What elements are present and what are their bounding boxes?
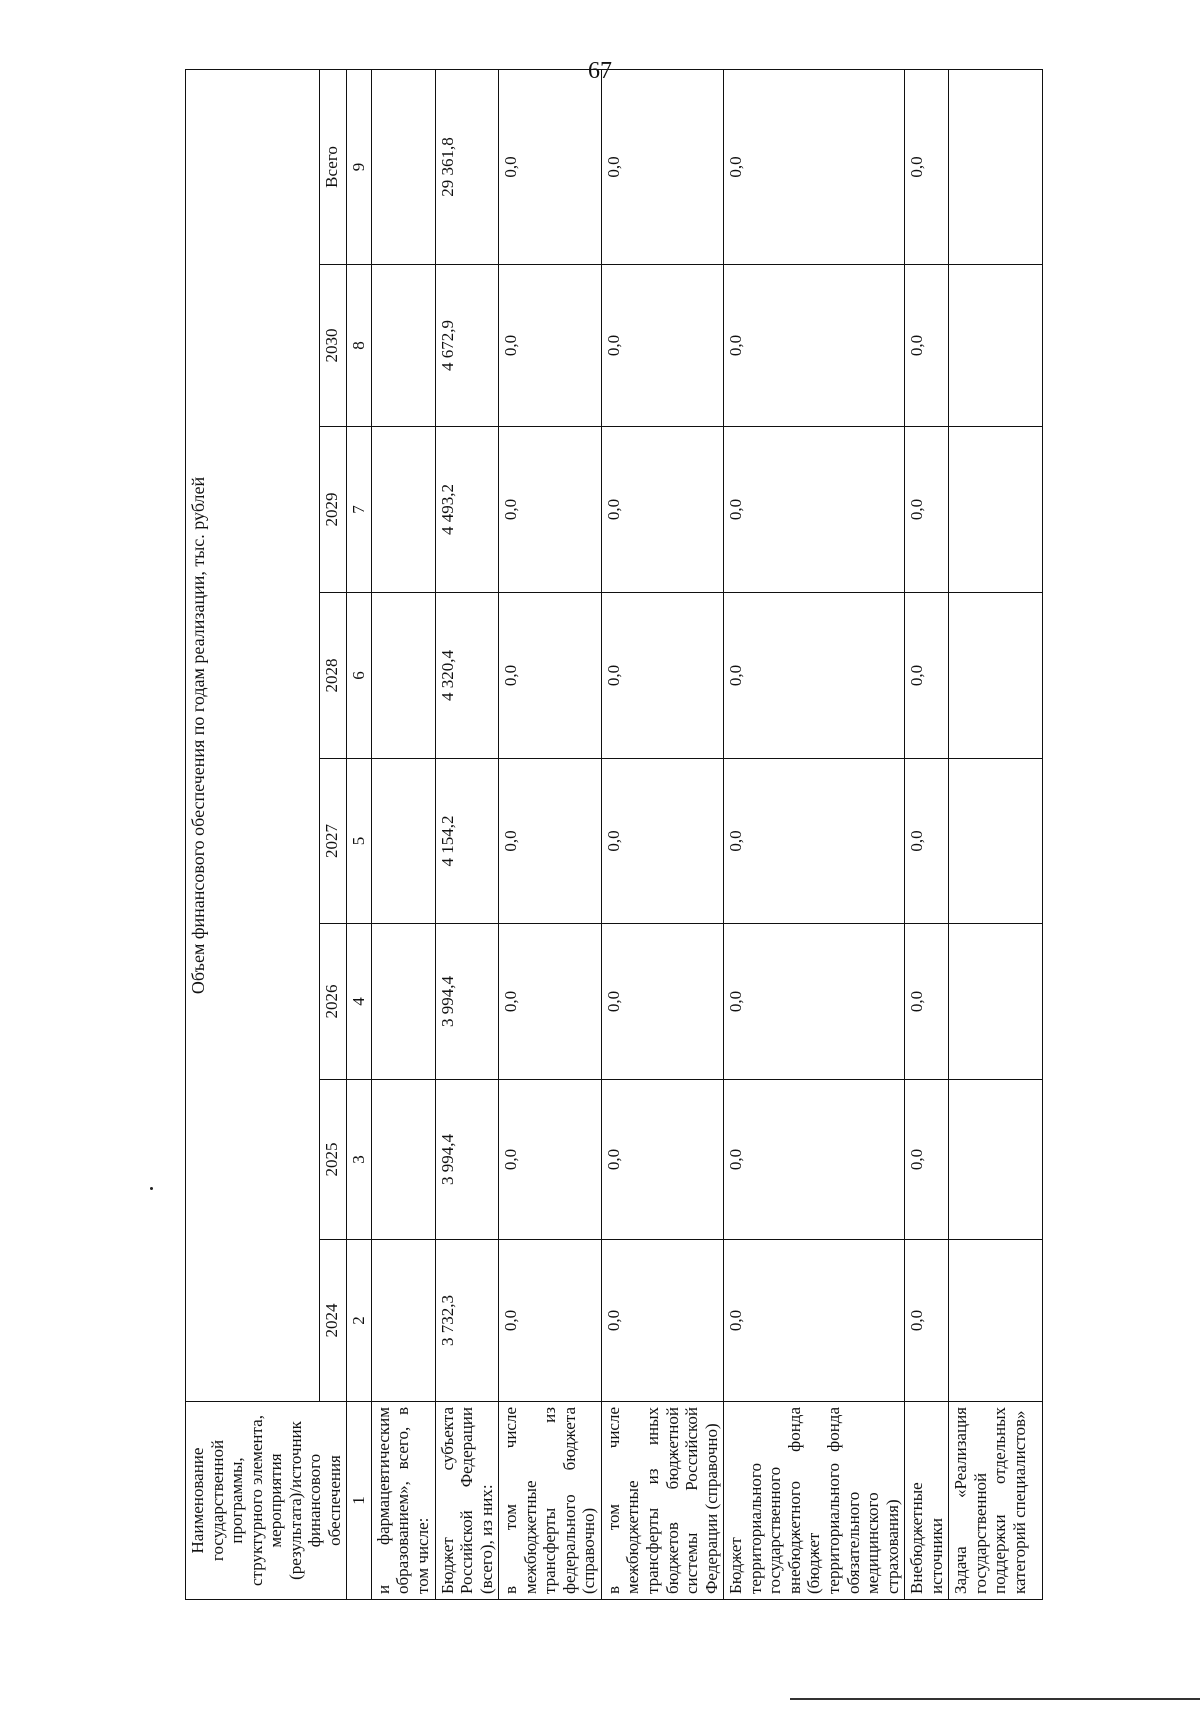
value-cell: 0,0	[905, 759, 949, 924]
year-header: 2026	[319, 924, 347, 1080]
column-number-row	[347, 69, 372, 1599]
table-row	[949, 69, 1043, 1599]
row-name: в том числе межбюджетные трансферты из федерального бюджета (справочно)	[499, 1402, 602, 1600]
column-number: 7	[347, 427, 372, 593]
table-row	[371, 69, 435, 1599]
value-cell: 0,0	[905, 1080, 949, 1240]
value-cell	[949, 1240, 1043, 1402]
value-cell: 0,0	[905, 593, 949, 759]
value-cell	[949, 759, 1043, 924]
row-name: Бюджет территориального государственного внебюджетного фонда (бюджет территориального фонда обязательного медицинского страхования)	[724, 1402, 905, 1600]
value-cell: 0,0	[724, 1080, 905, 1240]
year-header: 2027	[319, 759, 347, 924]
row-name: и фармацевтическим образованием», всего, в том числе:	[371, 1402, 435, 1600]
span-header: Объем финансового обеспечения по годам реализации, тыс. рублей	[186, 69, 320, 1401]
value-cell: 0,0	[601, 759, 723, 924]
value-cell: 0,0	[905, 427, 949, 593]
value-cell: 0,0	[499, 265, 602, 427]
value-cell: 0,0	[724, 924, 905, 1080]
year-header: 2024	[319, 1240, 347, 1402]
value-cell: 0,0	[905, 1240, 949, 1402]
value-cell: 0,0	[601, 265, 723, 427]
value-cell	[371, 265, 435, 427]
column-number: 2	[347, 1240, 372, 1402]
value-cell	[371, 759, 435, 924]
rotated-table-container	[185, 70, 1029, 1600]
value-cell	[371, 1080, 435, 1240]
value-cell	[949, 593, 1043, 759]
value-cell: 4 154,2	[435, 759, 499, 924]
value-cell	[949, 69, 1043, 264]
value-cell: 0,0	[724, 593, 905, 759]
col1-header: Наименование государственной программы, структурного элемента, мероприятия (результата)/источник финансового обеспечения	[186, 1402, 347, 1600]
value-cell: 0,0	[499, 924, 602, 1080]
scan-speck	[150, 1187, 153, 1190]
year-row	[319, 69, 347, 1599]
value-cell	[371, 593, 435, 759]
value-cell	[371, 924, 435, 1080]
value-cell: 0,0	[905, 924, 949, 1080]
value-cell: 0,0	[499, 1240, 602, 1402]
page-number: 67	[588, 58, 612, 84]
row-name: в том числе межбюджетные трансферты из иных бюджетов бюджетной системы Российской Федерации (справочно)	[601, 1402, 723, 1600]
bottom-edge-line	[790, 1698, 1200, 1700]
column-number: 9	[347, 69, 372, 264]
value-cell: 0,0	[499, 69, 602, 264]
value-cell	[949, 427, 1043, 593]
row-name: Бюджет субъекта Российской Федерации (всего), из них:	[435, 1402, 499, 1600]
value-cell	[949, 924, 1043, 1080]
column-number: 5	[347, 759, 372, 924]
value-cell: 0,0	[724, 427, 905, 593]
value-cell: 0,0	[724, 1240, 905, 1402]
column-number: 8	[347, 265, 372, 427]
financing-table	[185, 69, 1043, 1600]
value-cell: 3 994,4	[435, 1080, 499, 1240]
value-cell: 29 361,8	[435, 69, 499, 264]
value-cell: 3 732,3	[435, 1240, 499, 1402]
total-header: Всего	[319, 69, 347, 264]
value-cell	[371, 1240, 435, 1402]
value-cell	[371, 427, 435, 593]
value-cell: 4 320,4	[435, 593, 499, 759]
value-cell	[949, 265, 1043, 427]
year-header: 2028	[319, 593, 347, 759]
value-cell: 0,0	[724, 759, 905, 924]
value-cell: 4 672,9	[435, 265, 499, 427]
header-row	[186, 69, 320, 1599]
column-number: 1	[347, 1402, 372, 1600]
value-cell: 0,0	[724, 69, 905, 264]
value-cell: 0,0	[601, 69, 723, 264]
year-header: 2029	[319, 427, 347, 593]
value-cell: 0,0	[724, 265, 905, 427]
value-cell: 0,0	[601, 593, 723, 759]
value-cell: 0,0	[499, 759, 602, 924]
value-cell: 0,0	[601, 427, 723, 593]
year-header: 2030	[319, 265, 347, 427]
value-cell: 0,0	[499, 427, 602, 593]
value-cell: 3 994,4	[435, 924, 499, 1080]
value-cell: 0,0	[905, 265, 949, 427]
column-number: 3	[347, 1080, 372, 1240]
column-number: 4	[347, 924, 372, 1080]
value-cell: 0,0	[905, 69, 949, 264]
value-cell	[371, 69, 435, 264]
value-cell: 0,0	[499, 593, 602, 759]
value-cell: 0,0	[601, 1080, 723, 1240]
table-row	[435, 69, 499, 1599]
year-header: 2025	[319, 1080, 347, 1240]
row-name: Задача «Реализация государственной поддержки отдельных категорий специалистов»	[949, 1402, 1043, 1600]
table-row	[499, 69, 602, 1599]
value-cell	[949, 1080, 1043, 1240]
row-name: Внебюджетные источники	[905, 1402, 949, 1600]
value-cell: 0,0	[601, 924, 723, 1080]
table-row	[905, 69, 949, 1599]
value-cell: 4 493,2	[435, 427, 499, 593]
table-row	[724, 69, 905, 1599]
value-cell: 0,0	[499, 1080, 602, 1240]
column-number: 6	[347, 593, 372, 759]
table-row	[601, 69, 723, 1599]
value-cell: 0,0	[601, 1240, 723, 1402]
